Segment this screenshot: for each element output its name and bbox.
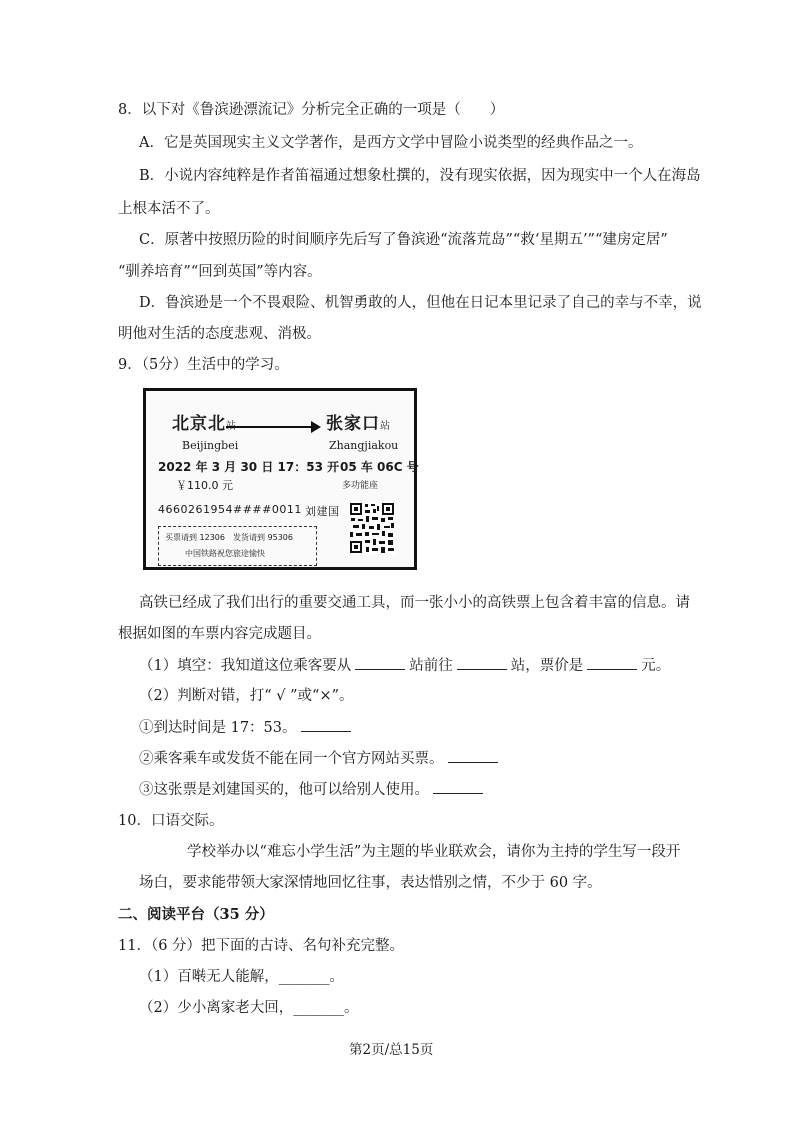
section-title: 二、阅读平台（35 分） xyxy=(118,906,274,923)
answer-blank[interactable] xyxy=(448,748,498,763)
answer-blank[interactable] xyxy=(457,655,507,670)
q8-option-b-line1: B．小说内容纯粹是作者笛福通过想象杜撰的，没有现实依据，因为现实中一个人在海岛 xyxy=(139,168,701,184)
train-ticket-image xyxy=(143,388,417,570)
ticket-seat-type: 多功能座 xyxy=(342,481,379,491)
q9-sub1-part1: （1）填空：我知道这位乘客要从 xyxy=(139,658,352,674)
q11-item1: （1）百啭无人能解，_______。 xyxy=(139,969,344,985)
q8-stem: 8．以下对《鲁滨逊漂流记》分析完全正确的一项是（ ） xyxy=(118,102,505,118)
q9-item3-text: ③这张票是刘建国买的，他可以给别人使用。 xyxy=(139,782,429,798)
q9-sub1-part2: 站前往 xyxy=(409,658,453,674)
q11-stem: 11．（6 分）把下面的古诗、名句补充完整。 xyxy=(118,938,405,954)
q10-body-line2: 场白，要求能带领大家深情地回忆往事，表达惜别之情，不少于 60 字。 xyxy=(139,875,602,891)
answer-blank[interactable] xyxy=(355,655,405,670)
ticket-datetime: 2022 年 3 月 30 日 17：53 开 xyxy=(158,460,340,474)
arrow-right-icon xyxy=(226,426,319,428)
ticket-seat: 05 车 06C 号 xyxy=(340,460,419,474)
q8-option-d-line1: D．鲁滨逊是一个不畏艰险、机智勇敢的人，但他在日记本里记录了自己的幸与不幸，说 xyxy=(139,295,702,311)
ticket-to-station: 张家口站 xyxy=(326,414,391,434)
answer-blank[interactable] xyxy=(587,655,637,670)
q9-item2-text: ②乘客乘车或发货不能在同一个官方网站买票。 xyxy=(139,751,444,767)
ticket-hint-box xyxy=(158,526,317,566)
q9-judge-item3 xyxy=(139,779,487,800)
q8-option-c-line2: “驯养培育”“回到英国”等内容。 xyxy=(118,264,322,280)
q9-intro-line2: 根据如图的车票内容完成题目。 xyxy=(118,626,321,642)
ticket-hint-slogan: 中国铁路祝您旅途愉快 xyxy=(185,549,265,558)
ticket-from-station: 北京北 xyxy=(172,414,226,434)
q9-judge-item2 xyxy=(139,748,502,769)
ticket-to-pinyin: Zhangjiakou xyxy=(329,439,399,452)
q9-sub1-part4: 元。 xyxy=(641,658,671,674)
ticket-id-number: 4660261954####0011 xyxy=(158,503,302,516)
q9-stem: 9．（5分）生活中的学习。 xyxy=(118,357,289,373)
q10-body-line1: 学校举办以“难忘小学生活”为主题的毕业联欢会，请你为主持的学生写一段开 xyxy=(187,844,681,860)
ticket-from-pinyin: Beijingbei xyxy=(182,439,239,452)
qr-code-icon xyxy=(349,502,395,554)
q9-item1-text: ①到达时间是 17：53。 xyxy=(139,720,297,736)
q9-judge-item1 xyxy=(139,717,355,738)
q8-option-d-line2: 明他对生活的态度悲观、消极。 xyxy=(118,326,321,342)
q8-option-a: A．它是英国现实主义文学著作，是西方文学中冒险小说类型的经典作品之一。 xyxy=(139,135,643,151)
page-number: 第2页/总15页 xyxy=(349,1042,434,1058)
ticket-passenger: 刘建国 xyxy=(305,505,340,518)
q9-sub1-part3: 站，票价是 xyxy=(510,658,584,674)
q10-stem: 10．口语交际。 xyxy=(118,813,224,829)
answer-blank[interactable] xyxy=(301,717,351,732)
q8-option-b-line2: 上根本活不了。 xyxy=(118,201,220,217)
q8-option-c-line1: C．原著中按照历险的时间顺序先后写了鲁滨逊“流落荒岛”“救‘星期五’”“建房定居” xyxy=(139,232,668,248)
q9-intro-line1: 高铁已经成了我们出行的重要交通工具，而一张小小的高铁票上包含着丰富的信息。请 xyxy=(139,595,690,611)
answer-blank[interactable] xyxy=(433,779,483,794)
ticket-hint-line: 买票请到 12306 发货请到 95306 xyxy=(165,533,293,542)
q9-fill-in xyxy=(139,655,670,676)
q11-item2: （2）少小离家老大回，_______。 xyxy=(139,1000,359,1016)
q9-sub2-stem: （2）判断对错，打“ √ ”或“×”。 xyxy=(139,688,354,704)
ticket-price: ￥110.0 元 xyxy=(176,479,233,492)
